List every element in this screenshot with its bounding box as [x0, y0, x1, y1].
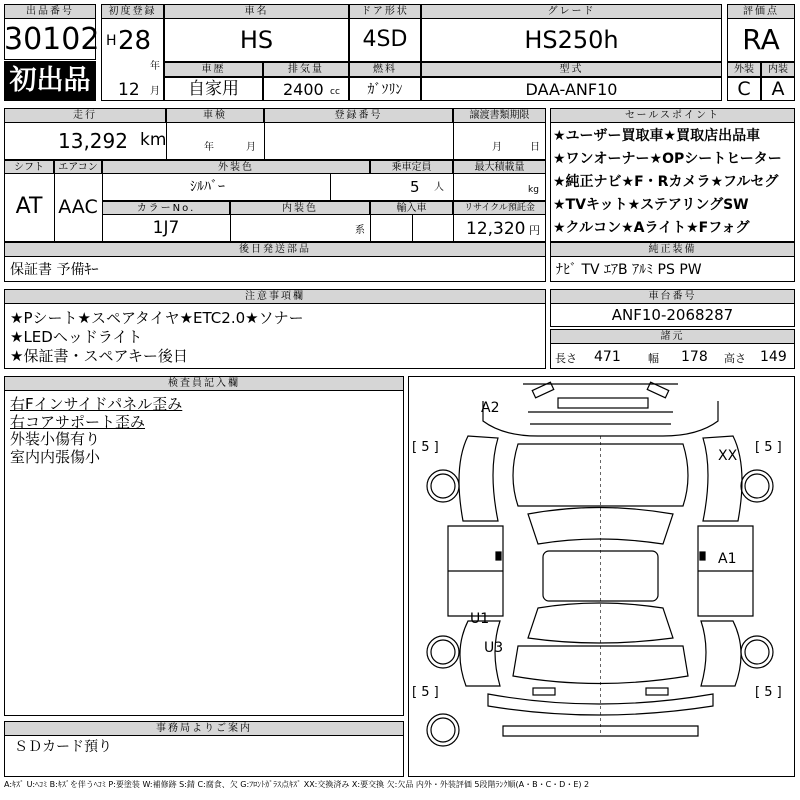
tire-rating: [ 5 ] [755, 440, 782, 455]
caution-item: ★保証書・スペアキー後日 [10, 347, 188, 365]
inspector-note: 右Fインサイドパネル歪み [10, 395, 183, 413]
tire-rating: [ 5 ] [412, 685, 439, 700]
score-header: 評価点 [727, 4, 795, 19]
model-code: DAA-ANF10 [525, 80, 618, 99]
sales-point: ★TVキット★ステアリングSW [553, 197, 749, 213]
later-parts-value: 保証書 予備ｷｰ [10, 262, 99, 278]
recycle-unit: 円 [529, 224, 540, 237]
mileage-unit: km [140, 130, 167, 150]
first-listing-badge: 初出品 [4, 61, 96, 101]
damage-code: U1 [470, 611, 490, 627]
transfer-month-unit: 月 [492, 142, 502, 153]
spec-width: 178 [681, 349, 708, 365]
sales-point: ★純正ナビ★F・Rカメラ★フルセグ [553, 174, 779, 190]
interior-grade-header: 内装 [761, 62, 795, 77]
reg-year: 28 [118, 26, 152, 56]
color-no-value: 1J7 [152, 218, 180, 238]
sales-points-header: セールスポイント [550, 108, 795, 123]
caution-item: ★LEDヘッドライト [10, 328, 143, 346]
office-header: 事務局よりご案内 [4, 721, 404, 736]
ext-color-value: ｼﾙﾊﾞｰ [190, 179, 225, 195]
history-value: 自家用 [188, 79, 239, 99]
sales-point: ★ワンオーナー★OPシートヒーター [553, 151, 782, 167]
car-diagram [408, 376, 795, 777]
color-no-header: カラーNo. [102, 201, 230, 215]
displacement-unit: cc [330, 87, 340, 97]
mileage-header: 走行 [4, 108, 166, 123]
door-header: ドア形状 [349, 4, 421, 19]
aircon-header: エアコン [54, 160, 102, 174]
history-header: 車歴 [164, 62, 263, 77]
transfer-header: 譲渡書類期限 [453, 108, 546, 123]
lot-number-header: 出品番号 [4, 4, 96, 19]
reg-number-header: 登録番号 [264, 108, 453, 123]
genuine-equipment: ﾅﾋﾞ TV ｴｱB ｱﾙﾐ PS PW [556, 262, 702, 278]
model-code-header: 型式 [421, 62, 722, 77]
legend: A:ｷｽﾞ U:ﾍｺﾐ B:ｷｽﾞを伴うﾍｺﾐ P:要塗装 W:補修跡 S:錆 C:腐食、欠 G:ﾌﾛﾝﾄｶﾞﾗｽ点ｷｽﾞ XX:交換済み X:要交換 欠:欠品 内外・外装評価 5段階ﾗﾝｸ順(A・B・C・D・E) 2 [4, 780, 590, 789]
tire-icon [427, 470, 773, 746]
era: H [106, 33, 117, 49]
reg-year-unit: 年 [150, 61, 160, 72]
displacement-value: 2400 [283, 80, 324, 99]
aircon-value: AAC [58, 196, 98, 218]
cautions-header: 注意事項欄 [4, 289, 546, 304]
inspector-note: 室内内張傷小 [10, 448, 101, 466]
car-name: HS [239, 26, 274, 54]
int-color-unit: 系 [355, 225, 365, 236]
chassis-header: 車台番号 [550, 289, 795, 304]
reg-month-unit: 月 [150, 86, 160, 97]
spec-length: 471 [594, 349, 621, 365]
fuel-header: 燃料 [349, 62, 421, 77]
chassis-number: ANF10-2068287 [611, 306, 734, 324]
inspection-header: 車検 [166, 108, 264, 123]
mileage: 13,292 [58, 129, 128, 153]
overall-score: RA [742, 23, 780, 56]
exterior-grade: C [737, 78, 751, 100]
ext-color-header: 外装色 [102, 160, 370, 174]
tire-rating: [ 5 ] [755, 685, 782, 700]
later-parts-header: 後日発送部品 [4, 242, 546, 257]
inspector-header: 検査員記入欄 [4, 376, 404, 391]
sales-point: ★ユーザー買取車★買取店出品車 [553, 128, 761, 144]
sales-point: ★クルコン★Aライト★Fフォグ [553, 220, 750, 236]
shift-header: シフト [4, 160, 54, 174]
max-load-header: 最大積載量 [453, 160, 546, 174]
damage-code: U3 [484, 640, 504, 656]
interior-grade: A [771, 78, 785, 100]
recycle-fee: 12,320 [466, 219, 526, 239]
spec-height-label: 高さ [724, 352, 746, 365]
transfer-day-unit: 日 [530, 142, 540, 153]
capacity-header: 乗車定員 [370, 160, 453, 174]
exterior-grade-header: 外装 [727, 62, 761, 77]
grade: HS250h [524, 26, 619, 54]
door-type: 4SD [362, 27, 408, 52]
damage-code: XX [718, 448, 738, 464]
damage-code: A1 [718, 551, 737, 567]
office-note: ＳＤカード預り [14, 739, 112, 755]
inspection-year-unit: 年 [204, 142, 214, 153]
damage-code: A2 [481, 400, 500, 416]
caution-item: ★Pシート★スペアタイヤ★ETC2.0★ソナー [10, 309, 304, 327]
displacement-header: 排気量 [263, 62, 349, 77]
first-registration-header: 初度登録 [101, 4, 164, 19]
import-header: 輸入車 [370, 201, 453, 215]
specs-header: 諸元 [550, 329, 795, 344]
car-name-header: 車名 [164, 4, 349, 19]
lot-number: 30102 [4, 22, 100, 57]
fuel-value: ｶﾞｿﾘﾝ [367, 82, 403, 98]
tire-rating: [ 5 ] [412, 440, 439, 455]
spec-height: 149 [760, 349, 787, 365]
reg-month: 12 [118, 80, 140, 100]
capacity-unit: 人 [434, 182, 444, 193]
capacity-value: 5 [410, 178, 420, 196]
genuine-equipment-header: 純正装備 [550, 242, 795, 257]
recycle-header: リサイクル預託金 [453, 201, 546, 215]
spec-length-label: 長さ [555, 352, 577, 365]
inspector-note: 右コアサポート歪み [10, 413, 146, 431]
max-load-unit: kg [528, 185, 539, 195]
inspection-month-unit: 月 [246, 142, 256, 153]
shift-value: AT [15, 194, 43, 219]
int-color-header: 内装色 [230, 201, 370, 215]
spec-width-label: 幅 [648, 352, 659, 365]
grade-header: グレード [421, 4, 722, 19]
inspector-note: 外装小傷有り [10, 430, 101, 448]
